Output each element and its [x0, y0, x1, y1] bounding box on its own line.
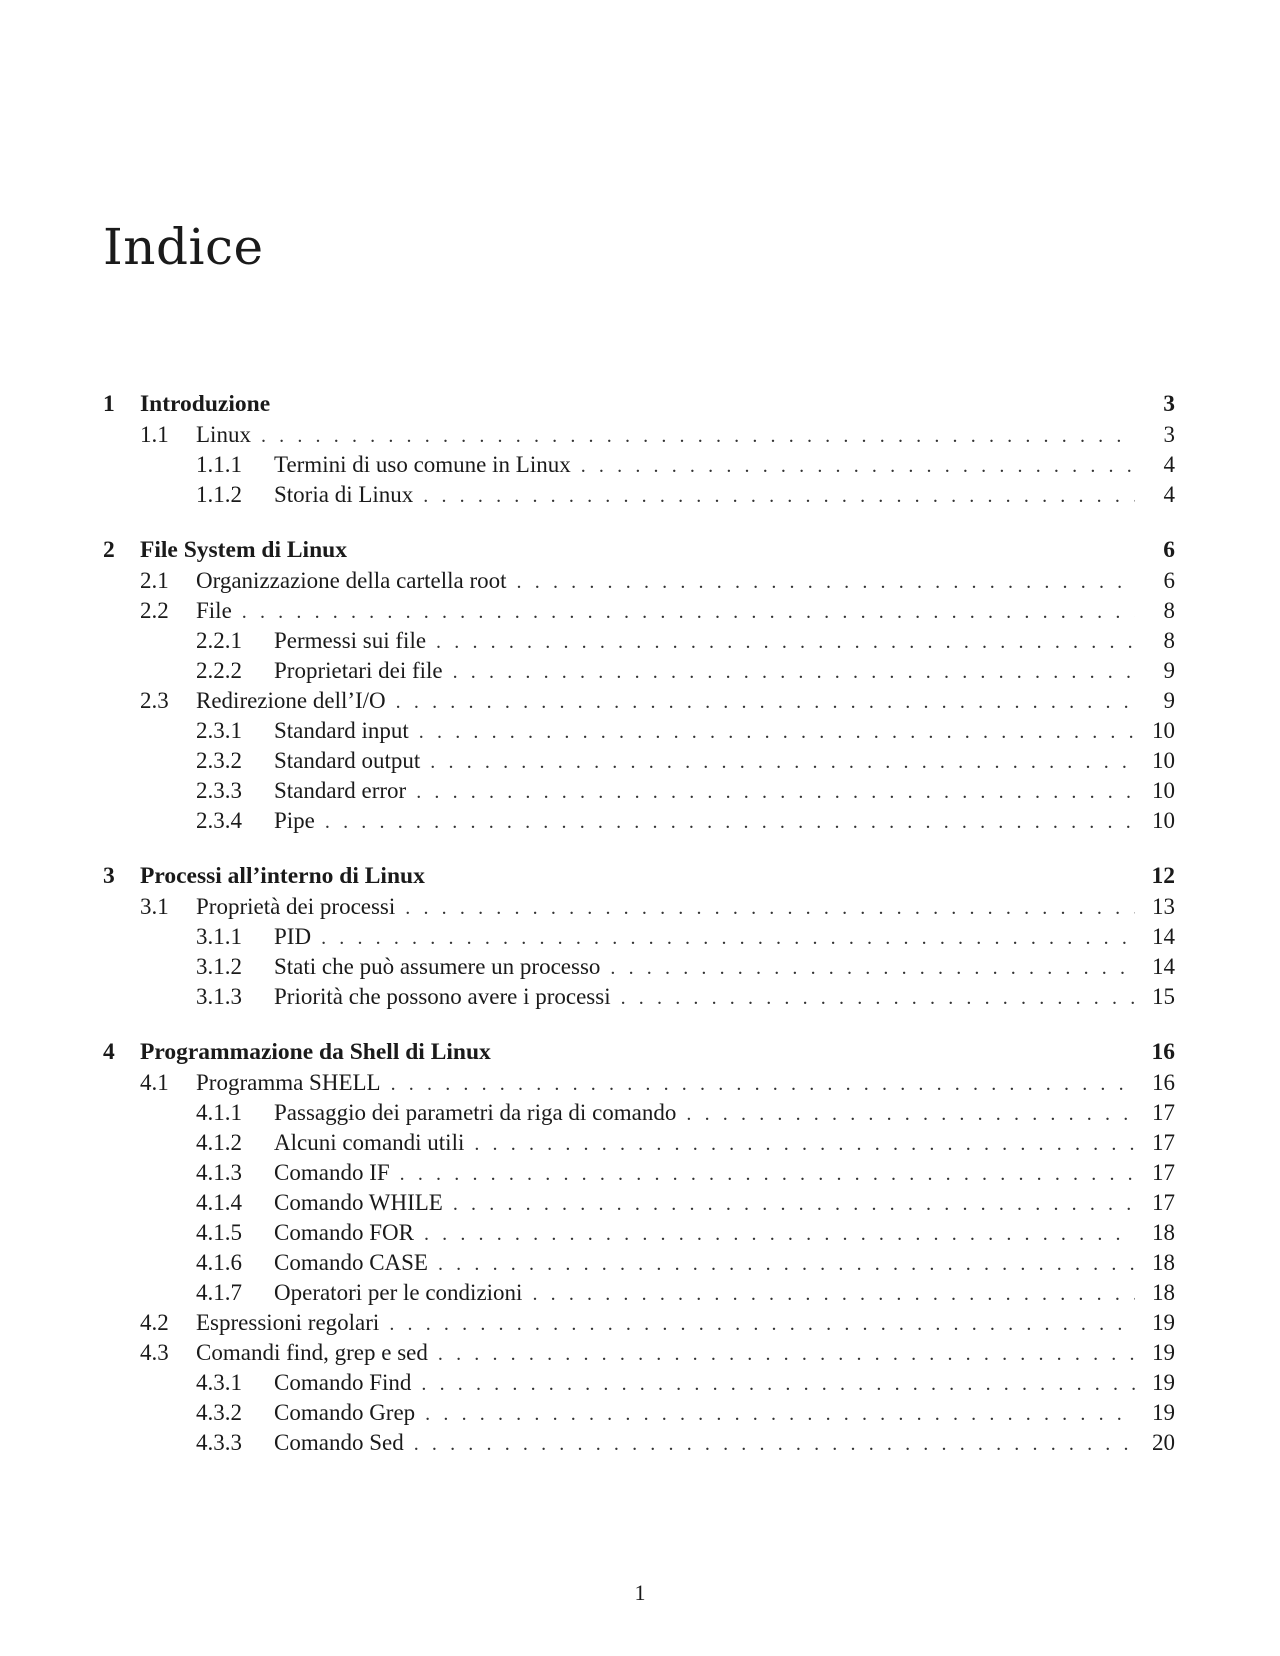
toc-subsection-entry[interactable]	[103, 806, 1175, 836]
toc-entry-number: 4.1.2	[196, 1130, 242, 1155]
toc-chapter	[103, 1036, 1175, 1458]
toc-subsection-entry[interactable]	[103, 716, 1175, 746]
toc-subsection-entry[interactable]	[103, 450, 1175, 480]
toc-entry-number: 2.2	[140, 598, 169, 623]
toc-entry-page: 16	[1152, 1070, 1175, 1095]
toc-section-entry[interactable]	[103, 1068, 1175, 1098]
toc-dot-leader	[412, 777, 1135, 807]
page-number: 1	[634, 1580, 646, 1605]
toc-entry-page: 18	[1152, 1280, 1175, 1305]
toc-chapter	[103, 388, 1175, 510]
toc-section-entry[interactable]	[103, 566, 1175, 596]
toc-entry-title: Proprietà dei processi	[196, 894, 396, 919]
toc-dot-leader	[257, 421, 1135, 451]
toc-entry-page: 17	[1152, 1160, 1175, 1185]
toc-dot-leader	[410, 1429, 1135, 1459]
toc-entry-number: 4.1.4	[196, 1190, 242, 1215]
toc-entry-title: Comando WHILE	[274, 1190, 443, 1215]
toc-entry-page: 3	[1163, 422, 1175, 447]
toc-subsection-entry[interactable]	[103, 480, 1175, 510]
toc-entry-number: 4.1.3	[196, 1160, 242, 1185]
toc-entry-number: 4.1	[140, 1070, 169, 1095]
toc-dot-leader	[426, 747, 1135, 777]
toc-entry-page: 4	[1163, 452, 1175, 477]
toc-entry-title: Pipe	[274, 808, 315, 833]
toc-entry-number: 3.1	[140, 894, 169, 919]
toc-entry-title: Standard output	[274, 748, 421, 773]
toc-entry-page: 19	[1152, 1310, 1175, 1335]
toc-entry-page: 15	[1152, 984, 1175, 1009]
toc-chapter-page: 3	[1163, 391, 1175, 417]
toc-entry-number: 4.1.1	[196, 1100, 242, 1125]
toc-section-entry[interactable]	[103, 892, 1175, 922]
toc-dot-leader	[421, 1399, 1135, 1429]
toc-dot-leader	[401, 893, 1135, 923]
toc-entry-title: Passaggio dei parametri da riga di comando	[274, 1100, 677, 1125]
toc-entry-number: 4.3.3	[196, 1430, 242, 1455]
toc-subsection-entry[interactable]	[103, 1128, 1175, 1158]
toc-entry-title: Espressioni regolari	[196, 1310, 380, 1335]
toc-entry-number: 2.2.1	[196, 628, 242, 653]
toc-dot-leader	[419, 481, 1135, 511]
toc-dot-leader	[396, 1159, 1135, 1189]
toc-entry-page: 6	[1163, 568, 1175, 593]
toc-dot-leader	[434, 1249, 1135, 1279]
toc-subsection-entry[interactable]	[103, 1158, 1175, 1188]
toc-entry-number: 2.3.4	[196, 808, 242, 833]
toc-entry-title: Stati che può assumere un processo	[274, 954, 601, 979]
toc-subsection-entry[interactable]	[103, 1218, 1175, 1248]
toc-entry-page: 18	[1152, 1250, 1175, 1275]
toc-entry-title: Organizzazione della cartella root	[196, 568, 507, 593]
toc-subsection-entry[interactable]	[103, 952, 1175, 982]
toc-entry-page: 4	[1163, 482, 1175, 507]
toc-entry-number: 4.1.6	[196, 1250, 242, 1275]
toc-entry-title: Storia di Linux	[274, 482, 414, 507]
toc-dot-leader	[417, 1369, 1135, 1399]
toc-subsection-entry[interactable]	[103, 1278, 1175, 1308]
toc-chapter-page: 16	[1151, 1039, 1175, 1065]
toc-entry-title: File	[196, 598, 232, 623]
toc-entry-page: 10	[1152, 808, 1175, 833]
toc-chapter-entry[interactable]	[103, 534, 1175, 566]
toc-dot-leader	[392, 687, 1135, 717]
toc-subsection-entry[interactable]	[103, 1428, 1175, 1458]
toc-chapter-entry[interactable]	[103, 1036, 1175, 1068]
toc-entry-number: 3.1.3	[196, 984, 242, 1009]
toc-entry-title: Standard error	[274, 778, 407, 803]
toc-entry-title: Comandi find, grep e sed	[196, 1340, 428, 1365]
toc-entry-page: 8	[1163, 598, 1175, 623]
page-title: Indice	[103, 218, 264, 276]
toc-entry-title: Priorità che possono avere i processi	[274, 984, 611, 1009]
toc-subsection-entry[interactable]	[103, 982, 1175, 1012]
toc-entry-number: 3.1.1	[196, 924, 242, 949]
toc-entry-title: Comando Grep	[274, 1400, 416, 1425]
toc-subsection-entry[interactable]	[103, 922, 1175, 952]
toc-entry-page: 18	[1152, 1220, 1175, 1245]
table-of-contents	[103, 388, 1175, 1482]
toc-entry-number: 4.2	[140, 1310, 169, 1335]
toc-entry-page: 10	[1152, 718, 1175, 743]
toc-entry-number: 4.3	[140, 1340, 169, 1365]
toc-chapter-page: 12	[1151, 863, 1175, 889]
toc-entry-title: Comando CASE	[274, 1250, 428, 1275]
toc-entry-title: Alcuni comandi utili	[274, 1130, 465, 1155]
toc-chapter-number: 2	[103, 537, 115, 563]
toc-dot-leader	[385, 1309, 1135, 1339]
toc-chapter-title: Introduzione	[140, 391, 271, 417]
toc-chapter-page: 6	[1163, 537, 1175, 563]
toc-chapter-title: Programmazione da Shell di Linux	[140, 1039, 491, 1065]
toc-entry-title: Linux	[196, 422, 251, 447]
toc-subsection-entry[interactable]	[103, 1398, 1175, 1428]
toc-subsection-entry[interactable]	[103, 746, 1175, 776]
toc-chapter	[103, 860, 1175, 1012]
toc-entry-number: 4.1.7	[196, 1280, 242, 1305]
toc-dot-leader	[577, 451, 1135, 481]
toc-dot-leader	[321, 807, 1135, 837]
toc-entry-page: 10	[1152, 748, 1175, 773]
toc-dot-leader	[606, 953, 1135, 983]
toc-dot-leader	[617, 983, 1135, 1013]
toc-dot-leader	[528, 1279, 1135, 1309]
toc-subsection-entry[interactable]	[103, 1188, 1175, 1218]
toc-entry-number: 2.2.2	[196, 658, 242, 683]
toc-chapter-number: 1	[103, 391, 115, 417]
toc-chapter-number: 3	[103, 863, 115, 889]
toc-chapter-entry[interactable]	[103, 388, 1175, 420]
toc-entry-number: 1.1	[140, 422, 169, 447]
toc-entry-page: 13	[1152, 894, 1175, 919]
toc-entry-number: 1.1.1	[196, 452, 242, 477]
toc-dot-leader	[470, 1129, 1135, 1159]
toc-dot-leader	[432, 627, 1135, 657]
toc-entry-title: Comando FOR	[274, 1220, 414, 1245]
toc-dot-leader	[513, 567, 1135, 597]
toc-dot-leader	[449, 657, 1135, 687]
toc-entry-number: 3.1.2	[196, 954, 242, 979]
toc-chapter	[103, 534, 1175, 836]
toc-entry-title: Proprietari dei file	[274, 658, 443, 683]
toc-entry-page: 19	[1152, 1400, 1175, 1425]
toc-subsection-entry[interactable]	[103, 656, 1175, 686]
toc-dot-leader	[387, 1069, 1135, 1099]
toc-chapter-number: 4	[103, 1039, 115, 1065]
toc-entry-title: Termini di uso comune in Linux	[274, 452, 571, 477]
toc-entry-page: 20	[1152, 1430, 1175, 1455]
toc-entry-title: Redirezione dell’I/O	[196, 688, 386, 713]
toc-section-entry[interactable]	[103, 1338, 1175, 1368]
toc-subsection-entry[interactable]	[103, 776, 1175, 806]
toc-dot-leader	[420, 1219, 1135, 1249]
toc-section-entry[interactable]	[103, 596, 1175, 626]
toc-entry-title: Programma SHELL	[196, 1070, 381, 1095]
toc-entry-page: 14	[1152, 924, 1175, 949]
toc-dot-leader	[238, 597, 1135, 627]
toc-entry-number: 2.3	[140, 688, 169, 713]
toc-entry-number: 1.1.2	[196, 482, 242, 507]
toc-entry-title: Operatori per le condizioni	[274, 1280, 523, 1305]
toc-dot-leader	[682, 1099, 1135, 1129]
toc-section-entry[interactable]	[103, 686, 1175, 716]
toc-entry-page: 10	[1152, 778, 1175, 803]
toc-entry-page: 14	[1152, 954, 1175, 979]
toc-entry-title: Comando Sed	[274, 1430, 404, 1455]
toc-entry-page: 17	[1152, 1130, 1175, 1155]
toc-entry-number: 4.1.5	[196, 1220, 242, 1245]
toc-entry-title: Comando IF	[274, 1160, 390, 1185]
toc-subsection-entry[interactable]	[103, 626, 1175, 656]
toc-entry-number: 2.3.3	[196, 778, 242, 803]
toc-dot-leader	[434, 1339, 1135, 1369]
toc-dot-leader	[317, 923, 1135, 953]
toc-entry-title: Comando Find	[274, 1370, 412, 1395]
toc-entry-page: 9	[1163, 658, 1175, 683]
toc-entry-title: Permessi sui file	[274, 628, 427, 653]
toc-dot-leader	[415, 717, 1135, 747]
toc-entry-number: 2.1	[140, 568, 169, 593]
toc-chapter-entry[interactable]	[103, 860, 1175, 892]
toc-entry-page: 17	[1152, 1100, 1175, 1125]
toc-subsection-entry[interactable]	[103, 1098, 1175, 1128]
toc-entry-number: 2.3.2	[196, 748, 242, 773]
toc-section-entry[interactable]	[103, 1308, 1175, 1338]
toc-entry-title: PID	[274, 924, 312, 949]
toc-chapter-title: File System di Linux	[140, 537, 347, 563]
toc-section-entry[interactable]	[103, 420, 1175, 450]
toc-chapter-title: Processi all’interno di Linux	[140, 863, 425, 889]
toc-entry-number: 4.3.1	[196, 1370, 242, 1395]
toc-entry-page: 19	[1152, 1370, 1175, 1395]
toc-entry-page: 17	[1152, 1190, 1175, 1215]
toc-entry-title: Standard input	[274, 718, 409, 743]
toc-dot-leader	[449, 1189, 1135, 1219]
toc-subsection-entry[interactable]	[103, 1368, 1175, 1398]
toc-entry-number: 4.3.2	[196, 1400, 242, 1425]
toc-entry-page: 19	[1152, 1340, 1175, 1365]
toc-subsection-entry[interactable]	[103, 1248, 1175, 1278]
toc-entry-page: 8	[1163, 628, 1175, 653]
toc-entry-number: 2.3.1	[196, 718, 242, 743]
toc-entry-page: 9	[1163, 688, 1175, 713]
